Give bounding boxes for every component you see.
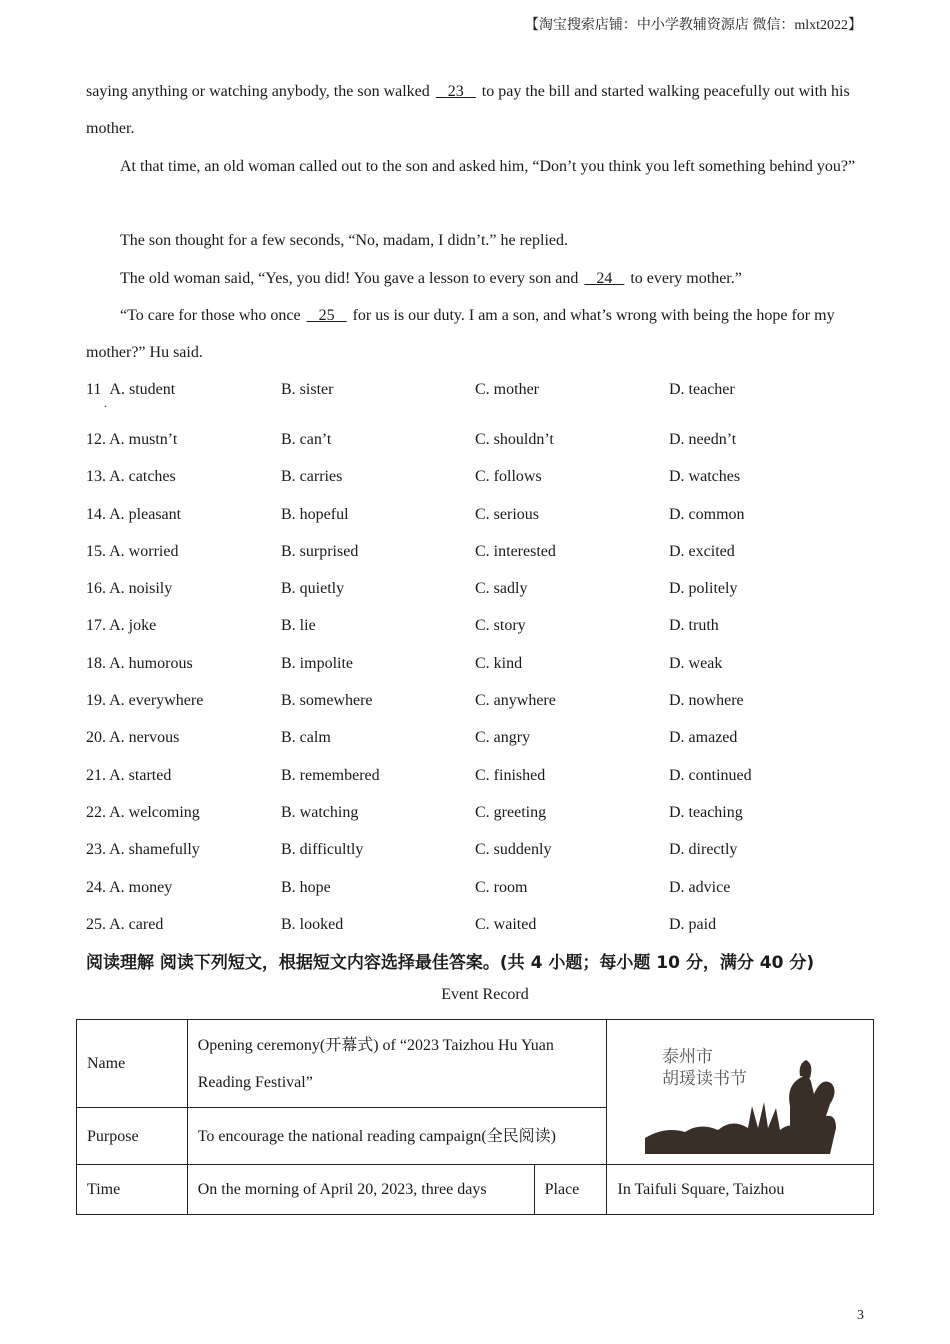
passage-paragraph-1 [86, 73, 866, 147]
option-b: B. quietly [281, 580, 345, 598]
place-label: Place [534, 1165, 607, 1215]
option-a: A. shamefully [109, 841, 200, 859]
option-d: D. directly [669, 841, 738, 859]
option-a: A. mustn’t [109, 431, 178, 448]
option-d: D. nowhere [669, 692, 744, 710]
question-row [86, 757, 866, 794]
question-row [86, 906, 866, 943]
blank-25: 25 [318, 307, 335, 324]
options-list [86, 371, 866, 943]
question-number: 16. [86, 580, 106, 598]
passage-text: for us is our duty. I am a son, and what’s wrong with being the hope for my mother?” Hu said. [86, 307, 835, 361]
purpose-label: Purpose [77, 1108, 188, 1165]
question-number: 21. [86, 766, 106, 784]
option-b: B. sister [281, 381, 334, 398]
festival-logo [607, 1020, 874, 1165]
dot-mark: . [104, 396, 107, 410]
name-value-line: Opening ceremony(开幕式) of “2023 Taizhou Hu Yuan [197, 1036, 554, 1054]
question-row [86, 794, 866, 831]
question-row [86, 496, 866, 533]
blank-23: 23 [447, 83, 464, 100]
option-c: C. greeting [475, 803, 547, 821]
table-title: Event Record [441, 986, 529, 1003]
question-number: 22. [86, 803, 106, 821]
question-row [86, 533, 866, 570]
passage-paragraph-2: At that time, an old woman called out to the son and asked him, “Don’t you think you left something behind you?” [120, 158, 856, 175]
question-number: 11 [86, 381, 102, 398]
option-c: C. shouldn’t [475, 431, 554, 448]
question-row [86, 570, 866, 607]
option-c: C. suddenly [475, 841, 552, 859]
question-number: 25. [86, 915, 106, 933]
purpose-value: To encourage the national reading campaign(全民阅读) [187, 1108, 607, 1165]
option-b: B. hope [281, 878, 331, 896]
question-number: 12. [86, 431, 106, 448]
option-c: C. interested [475, 542, 556, 560]
option-b: B. surprised [281, 542, 359, 560]
option-a: A. humorous [109, 654, 193, 672]
option-b: B. somewhere [281, 692, 373, 710]
question-number: 13. [86, 468, 106, 486]
option-c: C. waited [475, 915, 537, 933]
option-b: B. calm [281, 729, 331, 747]
passage-paragraph-3: The son thought for a few seconds, “No, madam, I didn’t.” he replied. [120, 232, 569, 249]
time-value: On the morning of April 20, 2023, three days [187, 1165, 534, 1215]
question-number: 15. [86, 542, 106, 560]
option-d: D. teacher [669, 381, 735, 398]
option-b: B. looked [281, 915, 344, 933]
option-a: A. worried [109, 542, 179, 560]
logo-text-line-1: 泰州市 [662, 1047, 714, 1067]
passage-text: The old woman said, “Yes, you did! You gave a lesson to every son and [120, 270, 583, 287]
option-a: A. welcoming [109, 803, 200, 821]
name-value-line: Reading Festival” [197, 1073, 313, 1091]
passage-text: saying anything or watching anybody, the son walked [86, 83, 434, 100]
option-a: A. catches [109, 468, 176, 486]
question-number: 17. [86, 617, 106, 635]
option-d: D. weak [669, 654, 723, 672]
name-value [187, 1020, 607, 1108]
table-row [77, 1020, 874, 1108]
question-row [86, 458, 866, 495]
option-d: D. continued [669, 766, 752, 784]
question-number: 19. [86, 692, 106, 710]
option-a: A. cared [109, 915, 164, 933]
event-record-table [76, 1019, 874, 1215]
section-title: 阅读理解 阅读下列短文，根据短文内容选择最佳答案。(共 4 小题；每小题 10 分，满分 40 分) [86, 953, 815, 973]
question-number: 14. [86, 505, 106, 523]
option-d: D. teaching [669, 803, 743, 821]
option-c: C. mother [475, 381, 539, 398]
option-a: A. pleasant [109, 505, 182, 523]
option-d: D. needn’t [669, 431, 737, 448]
option-c: C. story [475, 617, 526, 635]
question-number: 20. [86, 729, 106, 747]
question-number: 23. [86, 841, 106, 859]
table-row [77, 1165, 874, 1215]
option-a: A. noisily [109, 580, 173, 598]
option-b: B. hopeful [281, 505, 349, 523]
option-b: B. can’t [281, 431, 332, 448]
option-a: A. everywhere [109, 692, 204, 710]
option-c: C. follows [475, 468, 542, 486]
question-row [86, 869, 866, 906]
option-a: A. started [109, 766, 172, 784]
option-c: C. kind [475, 654, 523, 672]
option-d: D. common [669, 505, 745, 523]
question-row [86, 719, 866, 756]
passage-paragraph-4 [86, 260, 866, 297]
option-d: D. politely [669, 580, 738, 598]
option-d: D. advice [669, 878, 731, 896]
option-b: B. watching [281, 803, 359, 821]
option-b: B. lie [281, 617, 316, 635]
festival-logo-image [640, 1036, 840, 1156]
option-a: A. money [109, 878, 173, 896]
question-number: 18. [86, 654, 106, 672]
question-row [86, 645, 866, 682]
reeds-silhouette [645, 1102, 800, 1154]
option-b: B. carries [281, 468, 343, 486]
logo-text-line-2: 胡瑗读书节 [662, 1069, 748, 1089]
option-c: C. room [475, 878, 528, 896]
option-d: D. watches [669, 468, 741, 486]
option-b: B. remembered [281, 766, 380, 784]
passage-text: to pay the bill and started walking peacefully out with his mother. [86, 83, 850, 137]
option-c: C. sadly [475, 580, 528, 598]
option-a: A. nervous [109, 729, 180, 747]
option-b: B. difficultly [281, 841, 364, 859]
option-d: D. paid [669, 915, 717, 933]
place-value: In Taifuli Square, Taizhou [607, 1165, 874, 1215]
passage-text: to every mother.” [626, 270, 742, 287]
blank-24: 24 [596, 270, 613, 287]
passage-text: “To care for those who once [120, 307, 305, 324]
option-c: C. serious [475, 505, 539, 523]
option-c: C. finished [475, 766, 546, 784]
name-label: Name [77, 1020, 188, 1108]
cactus-silhouette [789, 1076, 836, 1154]
question-row [86, 831, 866, 868]
option-c: C. anywhere [475, 692, 556, 710]
question-row [86, 421, 866, 458]
option-b: B. impolite [281, 654, 353, 672]
question-row [86, 371, 866, 421]
option-d: D. truth [669, 617, 719, 635]
page-number: 3 [857, 1308, 864, 1323]
time-label: Time [77, 1165, 188, 1215]
passage-paragraph-5 [86, 297, 866, 371]
option-a: A. student [109, 381, 176, 398]
option-a: A. joke [109, 617, 157, 635]
option-d: D. excited [669, 542, 735, 560]
page-header: 【淘宝搜索店铺：中小学教辅资源店 微信：mlxt2022】 [524, 18, 862, 33]
question-row [86, 682, 866, 719]
option-c: C. angry [475, 729, 531, 747]
option-d: D. amazed [669, 729, 738, 747]
cactus-pad [800, 1060, 812, 1078]
question-row [86, 607, 866, 644]
question-number: 24. [86, 878, 106, 896]
